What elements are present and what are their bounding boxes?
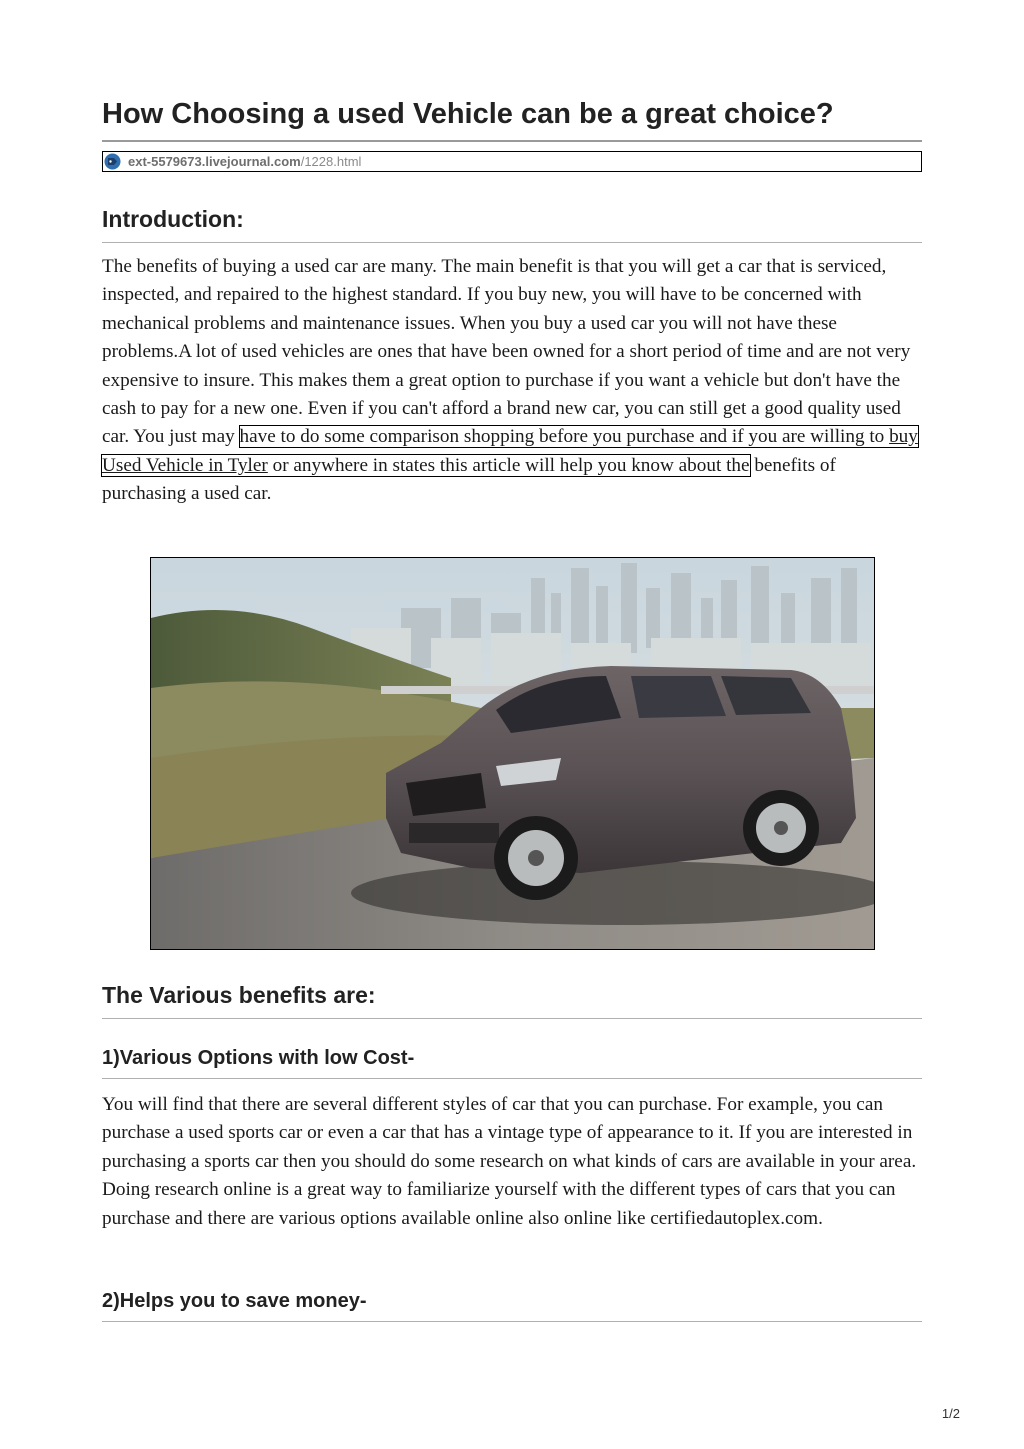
intro-heading: Introduction: — [102, 203, 922, 243]
source-domain: ext-5579673.livejournal.com — [128, 154, 301, 169]
source-url-bar[interactable] — [102, 151, 922, 172]
benefit-2-heading: 2)Helps you to save money- — [102, 1287, 922, 1322]
intro-paragraph — [102, 253, 924, 509]
hero-car-photo — [150, 557, 875, 950]
buy-used-vehicle-link[interactable]: buy Used Vehicle in Tyler — [102, 426, 918, 476]
benefits-heading: The Various benefits are: — [102, 979, 922, 1019]
page-number: 1/2 — [941, 1406, 960, 1421]
benefit-1-heading: 1)Various Options with low Cost- — [102, 1044, 922, 1079]
intro-text-boxed-end: or anywhere in states this article will help you know about the — [267, 454, 750, 476]
intro-text-end: benefits of purchasing a used car. — [102, 454, 836, 505]
intro-text-boxed: have to do some comparison shopping before you purchase and if you are willing to — [239, 426, 890, 448]
page-title: How Choosing a used Vehicle can be a great choice? — [102, 94, 922, 142]
source-path: /1228.html — [300, 154, 362, 169]
bookmark-icon — [104, 153, 121, 170]
source-url[interactable] — [128, 152, 361, 171]
intro-text-start: The benefits of buying a used car are many. The main benefit is that you will get a car that is serviced, inspected, and repaired to the highest standard. If you buy new, you will have to be concerned with mechanical problems and maintenance issues. When you buy a used car you will not have these problems.A lot of used vehicles are ones that have been owned for a short period of time and are not very expensive to insure. This makes them a great option to purchase if you want a vehicle but don't have the cash to pay for a new one. Even if you can't afford a brand new car, you can still get a good quality used car. You just may — [102, 256, 911, 448]
benefit-1-paragraph: You will find that there are several different styles of car that you can purchase. For example, you can purchase a used sports car or even a car that has a vintage type of appearance to it. If you are interested in purchasing a sports car then you should do some research on what kinds of cars are available in your area. Doing research online is a great way to familiarize yourself with the different types of cars that you can purchase and there are various options available online also online like certifiedautoplex.com. — [102, 1094, 917, 1229]
